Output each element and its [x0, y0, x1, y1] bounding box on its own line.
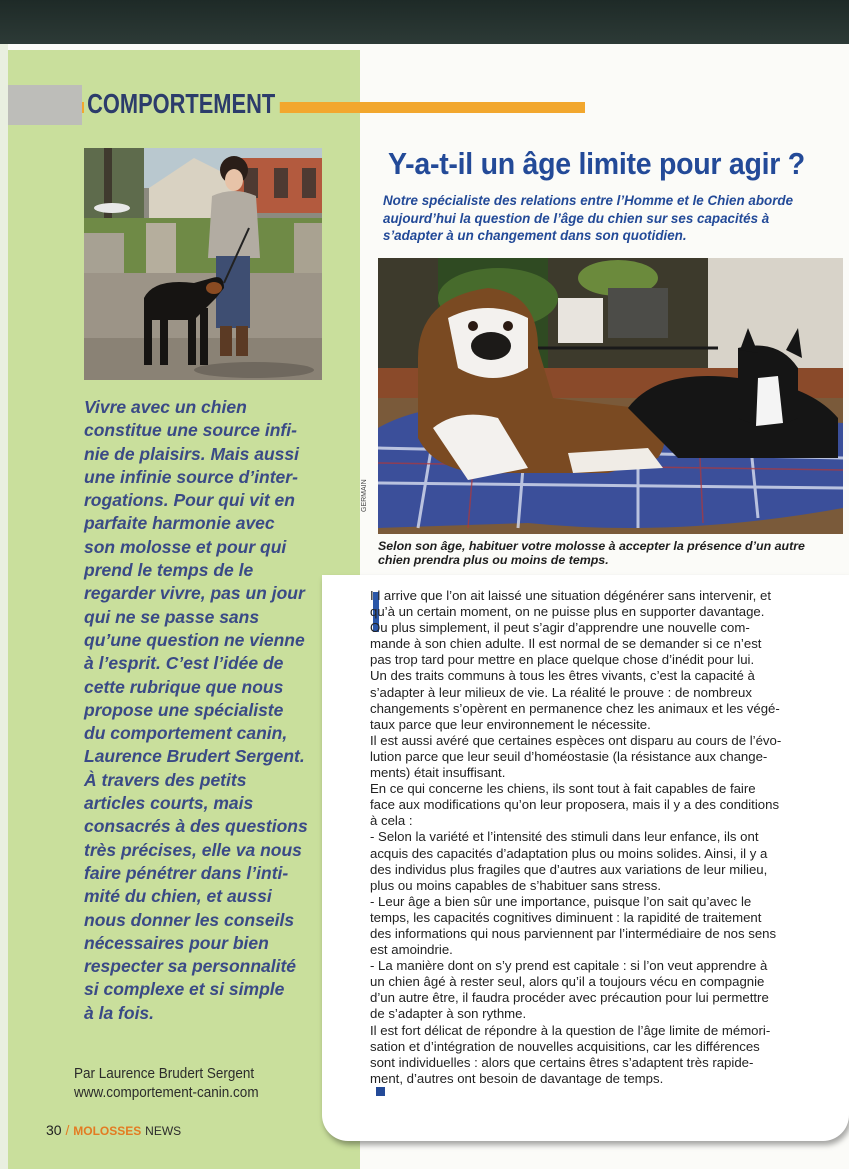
- author-website: www.comportement-canin.com: [74, 1084, 259, 1101]
- folio-separator: /: [65, 1122, 70, 1138]
- magazine-news: NEWS: [145, 1124, 182, 1138]
- photo-caption: Selon son âge, habituer votre molosse à accepter la présence d’un autre chien prendra plus ou moins de temps.: [378, 539, 805, 568]
- article-standfirst: Notre spécialiste des relations entre l’Homme et le Chien aborde aujourd’hui la question de l’âge du chien sur ses capacités à s’adapter à un changement dans son quotidien.: [383, 193, 794, 243]
- magazine-name: MOLOSSES: [73, 1124, 142, 1138]
- page-gutter: [0, 44, 8, 1169]
- intro-paragraph: Vivre avec un chien constitue une source infi- nie de plaisirs. Mais aussi une infinie source d’inter- rogations. Pour qui vit en parfaite harmonie avec son molosse et pour qui prend le temps de le regarder vivre, pas un jour qui ne se passe sans qu’une question ne vienne à l’esprit. C’est l’idée de cette rubrique que nous propose une spécialiste du comportement canin, Laurence Brudert Sergent. À travers des petits articles courts, mais consacrés à des questions très précises, elle va nous faire pénétrer dans l’inti- mité du chien, et aussi nous donner les conseils nécessaires pour bien respecter sa personnalité si complexe et si simple à la fois.: [84, 397, 308, 1023]
- author-name: Par Laurence Brudert Sergent: [74, 1065, 255, 1082]
- photo-two-dogs-on-cushion: [378, 258, 843, 534]
- photo-woman-with-rottweiler: [84, 148, 322, 380]
- end-of-article-mark: [376, 1087, 385, 1096]
- article-headline: Y-a-t-il un âge limite pour agir ?: [388, 146, 805, 181]
- page-folio: [46, 1122, 181, 1138]
- section-tab: [8, 85, 82, 125]
- page-number: 30: [46, 1122, 62, 1138]
- section-title: COMPORTEMENT: [84, 88, 280, 120]
- photo-credit: GERMAIN: [361, 479, 368, 512]
- article-body: I l arrive que l’on ait laissé une situation dégénérer sans intervenir, et qu’à un certain moment, on ne puisse plus en supporter davantage. Ou plus simplement, il peut s’agir d’apprendre une nouvelle com- mande à son chien adulte. Il est normal de se demander si ce n’est pas trop tard pour mettre en place quelque chose d’inédit pour lui. Un des traits communs à tous les êtres vivants, c’est la capacité à s’adapter à leur milieux de vie. La réalité le prouve : de nombreux changements s’opèrent en permanence chez les animaux et les végé- taux parce que leur environnement le nécessite. Il est aussi avéré que certaines espèces ont disparu au cours de l’évo- lution parce que leur seuil d’homéostasie (la résistance aux change- ments) était insuffisant. En ce qui concerne les chiens, ils sont tout à fait capables de faire face aux modifications qu’on leur proposera, mais il y a des conditions à cela : - Selon la variété et l’intensité des stimuli dans leur enfance, ils ont acquis des capacités d’adaptation plus ou moins solides. Ainsi, il y a des individus plus fragiles que d’autres aux variations de leur milieu, plus ou moins capables de s’habituer sans stress. - Leur âge a bien sûr une importance, puisque l’on sait qu’avec le temps, les capacités cognitives diminuent : la rapidité de traitement des informations qui nous parviennent par l’intermédiaire de nos sens est amoindrie. - La manière dont on s’y prend est capitale : si l’on veut apprendre à un chien âgé à rester seul, alors qu’il a toujours vécu en compagnie d’un autre être, il faudra procéder avec précaution pour lui permettre de s’adapter à son rythme. Il est fort délicat de répondre à la question de l’âge limite de mémori- sation et d’intégration de nouvelles acquisitions, car les différences sont individuelles : alors que certains êtres s’adaptent très rapide- ment, d’autres ont besoin de davantage de temps.: [370, 588, 838, 1096]
- byline: [74, 1064, 326, 1102]
